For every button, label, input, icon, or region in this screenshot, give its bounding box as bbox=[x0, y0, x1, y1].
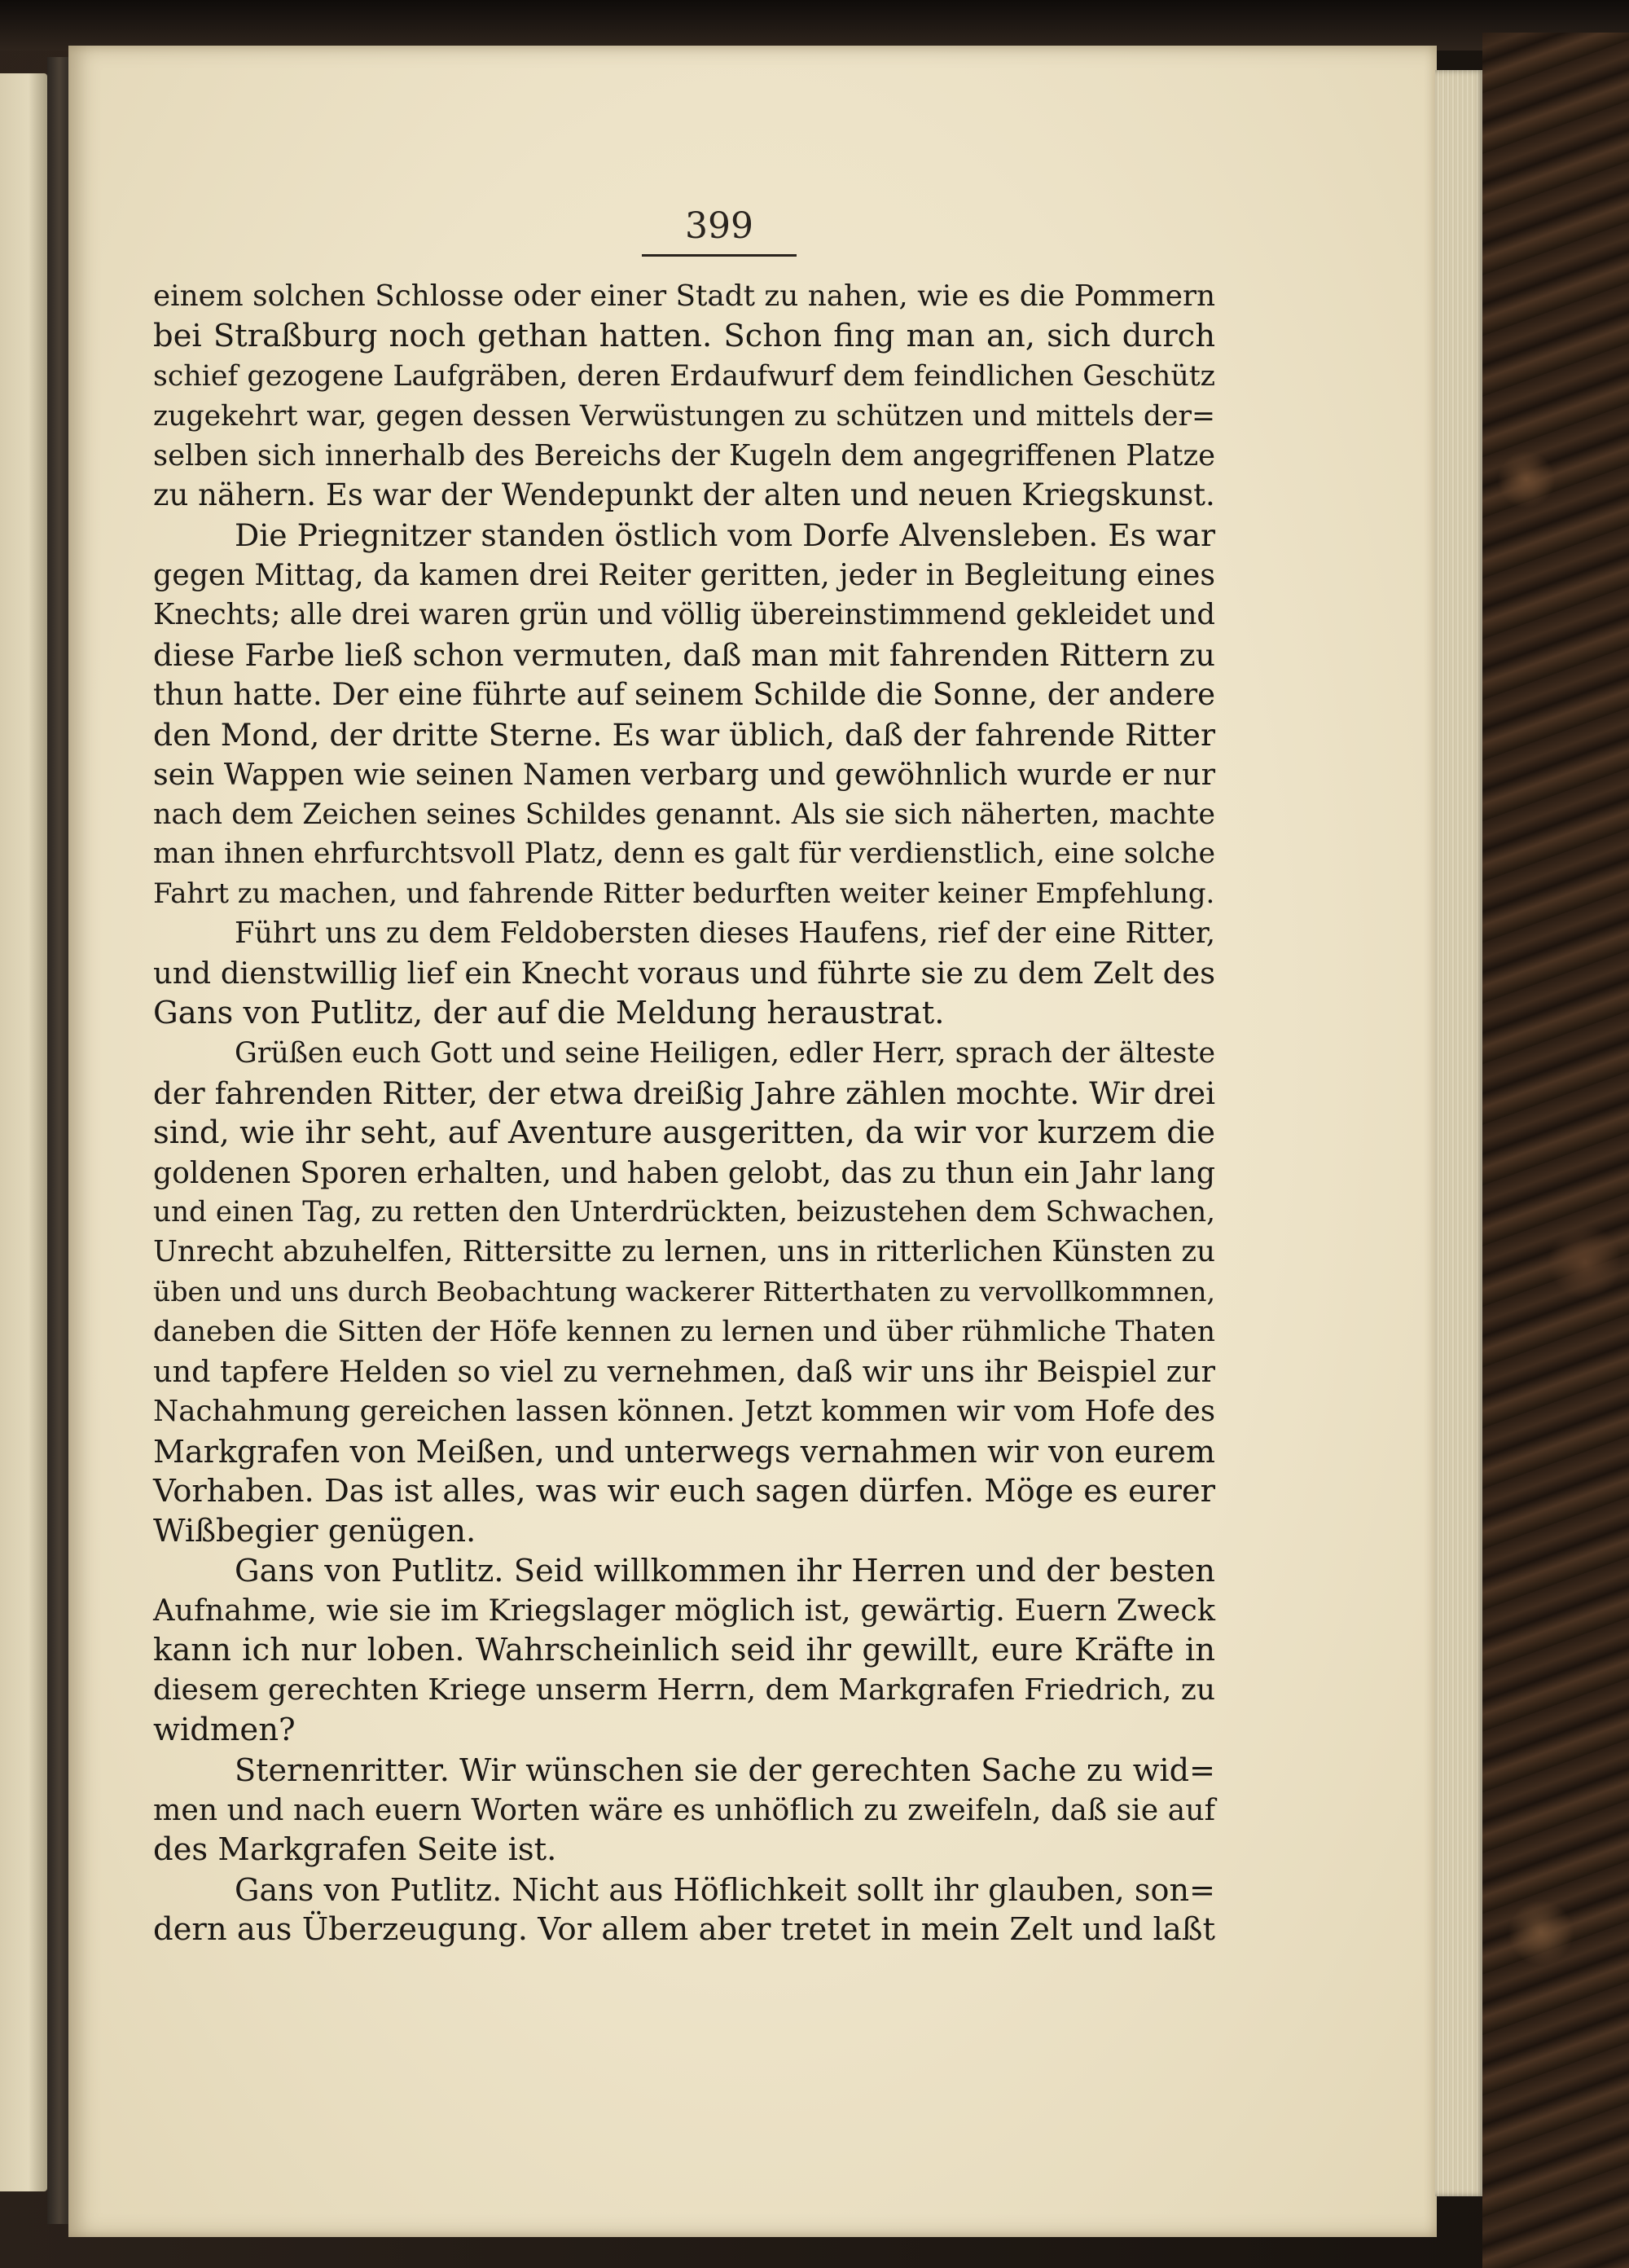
text-line: Aufnahme, wie sie im Kriegslager möglich ist, gewärtig. Euern Zweck bbox=[153, 1593, 1215, 1628]
text-line: Gans von Putlitz, der auf die Meldung heraustrat. bbox=[153, 995, 945, 1032]
text-line: gegen Mittag, da kamen drei Reiter geritten, jeder in Begleitung eines bbox=[153, 557, 1215, 593]
text-line: sind, wie ihr seht, auf Aventure ausgeritten, da wir vor kurzem die bbox=[153, 1114, 1215, 1151]
scanner-top-edge bbox=[0, 0, 1629, 51]
text-line: Führt uns zu dem Feldobersten dieses Haufens, rief der eine Ritter, bbox=[235, 916, 1215, 951]
text-line: daneben die Sitten der Höfe kennen zu lernen und über rühmliche Thaten bbox=[153, 1316, 1215, 1349]
text-line: Grüßen euch Gott und seine Heiligen, edler Herr, sprach der älteste bbox=[235, 1036, 1215, 1070]
page-edges bbox=[1435, 70, 1484, 2196]
text-line: üben und uns durch Beobachtung wackerer Ritterthaten zu vervollkommnen, bbox=[153, 1276, 1215, 1308]
text-line: Vorhaben. Das ist alles, was wir euch sagen dürfen. Möge es eurer bbox=[153, 1472, 1215, 1510]
marbled-cover bbox=[1482, 33, 1629, 2268]
text-line: diese Farbe ließ schon vermuten, daß man mit fahrenden Rittern zu bbox=[153, 637, 1215, 674]
text-line: dern aus Überzeugung. Vor allem aber tretet in mein Zelt und laßt bbox=[153, 1910, 1215, 1948]
text-line: Sternenritter. Wir wünschen sie der gerechten Sache zu wid= bbox=[235, 1752, 1215, 1788]
text-line: Unrecht abzuhelfen, Rittersitte zu lernen, uns in ritterlichen Künsten zu bbox=[153, 1235, 1215, 1269]
text-line: einem solchen Schlosse oder einer Stadt zu nahen, wie es die Pommern bbox=[153, 279, 1215, 313]
text-line: Markgrafen von Meißen, und unterwegs vernahmen wir von eurem bbox=[153, 1433, 1215, 1470]
text-line: sein Wappen wie seinen Namen verbarg und gewöhnlich wurde er nur bbox=[153, 756, 1215, 792]
body-text bbox=[153, 277, 1215, 1949]
text-line: zugekehrt war, gegen dessen Verwüstungen zu schützen und mittels der= bbox=[153, 399, 1215, 433]
text-line: thun hatte. Der eine führte auf seinem Schilde die Sonne, der andere bbox=[153, 676, 1215, 712]
facing-page-edge bbox=[0, 73, 47, 2191]
text-line: men und nach euern Worten wäre es unhöflich zu zweifeln, daß sie auf bbox=[153, 1791, 1215, 1827]
text-line: selben sich innerhalb des Bereichs der Kugeln dem angegriffenen Platze bbox=[153, 438, 1215, 472]
text-line: Knechts; alle drei waren grün und völlig übereinstimmend gekleidet und bbox=[153, 598, 1215, 632]
text-line: der fahrenden Ritter, der etwa dreißig Jahre zählen mochte. Wir drei bbox=[153, 1075, 1215, 1111]
text-line: Nachahmung gereichen lassen können. Jetzt kommen wir vom Hofe des bbox=[153, 1394, 1215, 1428]
text-line: goldenen Sporen erhalten, und haben gelobt, das zu thun ein Jahr lang bbox=[153, 1154, 1215, 1190]
text-line: bei Straßburg noch gethan hatten. Schon fing man an, sich durch bbox=[153, 317, 1215, 354]
text-line: des Markgrafen Seite ist. bbox=[153, 1831, 557, 1868]
text-line: Fahrt zu machen, und fahrende Ritter bedurften weiter keiner Empfehlung. bbox=[153, 877, 1215, 910]
text-line: und dienstwillig lief ein Knecht voraus und führte sie zu dem Zelt des bbox=[153, 956, 1215, 991]
text-line: schief gezogene Laufgräben, deren Erdaufwurf dem feindlichen Geschütz bbox=[153, 359, 1215, 393]
page-number: 399 bbox=[685, 205, 753, 247]
text-line: und tapfere Helden so viel zu vernehmen, daß wir uns ihr Beispiel zur bbox=[153, 1354, 1215, 1390]
text-line: Wißbegier genügen. bbox=[153, 1512, 476, 1549]
text-line: kann ich nur loben. Wahrscheinlich seid ihr gewillt, eure Kräfte in bbox=[153, 1632, 1215, 1669]
text-line: zu nähern. Es war der Wendepunkt der alten und neuen Kriegskunst. bbox=[153, 477, 1215, 513]
text-line: und einen Tag, zu retten den Unterdrückten, beizustehen dem Schwachen, bbox=[153, 1196, 1215, 1229]
text-line: Die Priegnitzer standen östlich vom Dorfe Alvensleben. Es war bbox=[235, 517, 1215, 554]
text-line: nach dem Zeichen seines Schildes genannt. Als sie sich näherten, machte bbox=[153, 798, 1215, 831]
text-line: man ihnen ehrfurchtsvoll Platz, denn es galt für verdienstlich, eine solche bbox=[153, 837, 1215, 871]
text-line: Gans von Putlitz. Seid willkommen ihr Herren und der besten bbox=[235, 1552, 1215, 1589]
text-line: widmen? bbox=[153, 1712, 296, 1749]
text-line: den Mond, der dritte Sterne. Es war üblich, daß der fahrende Ritter bbox=[153, 716, 1215, 753]
page-number-rule bbox=[642, 254, 797, 257]
text-line: Gans von Putlitz. Nicht aus Höflichkeit sollt ihr glauben, son= bbox=[235, 1871, 1215, 1908]
text-line: diesem gerechten Kriege unserm Herrn, dem Markgrafen Friedrich, zu bbox=[153, 1673, 1215, 1708]
